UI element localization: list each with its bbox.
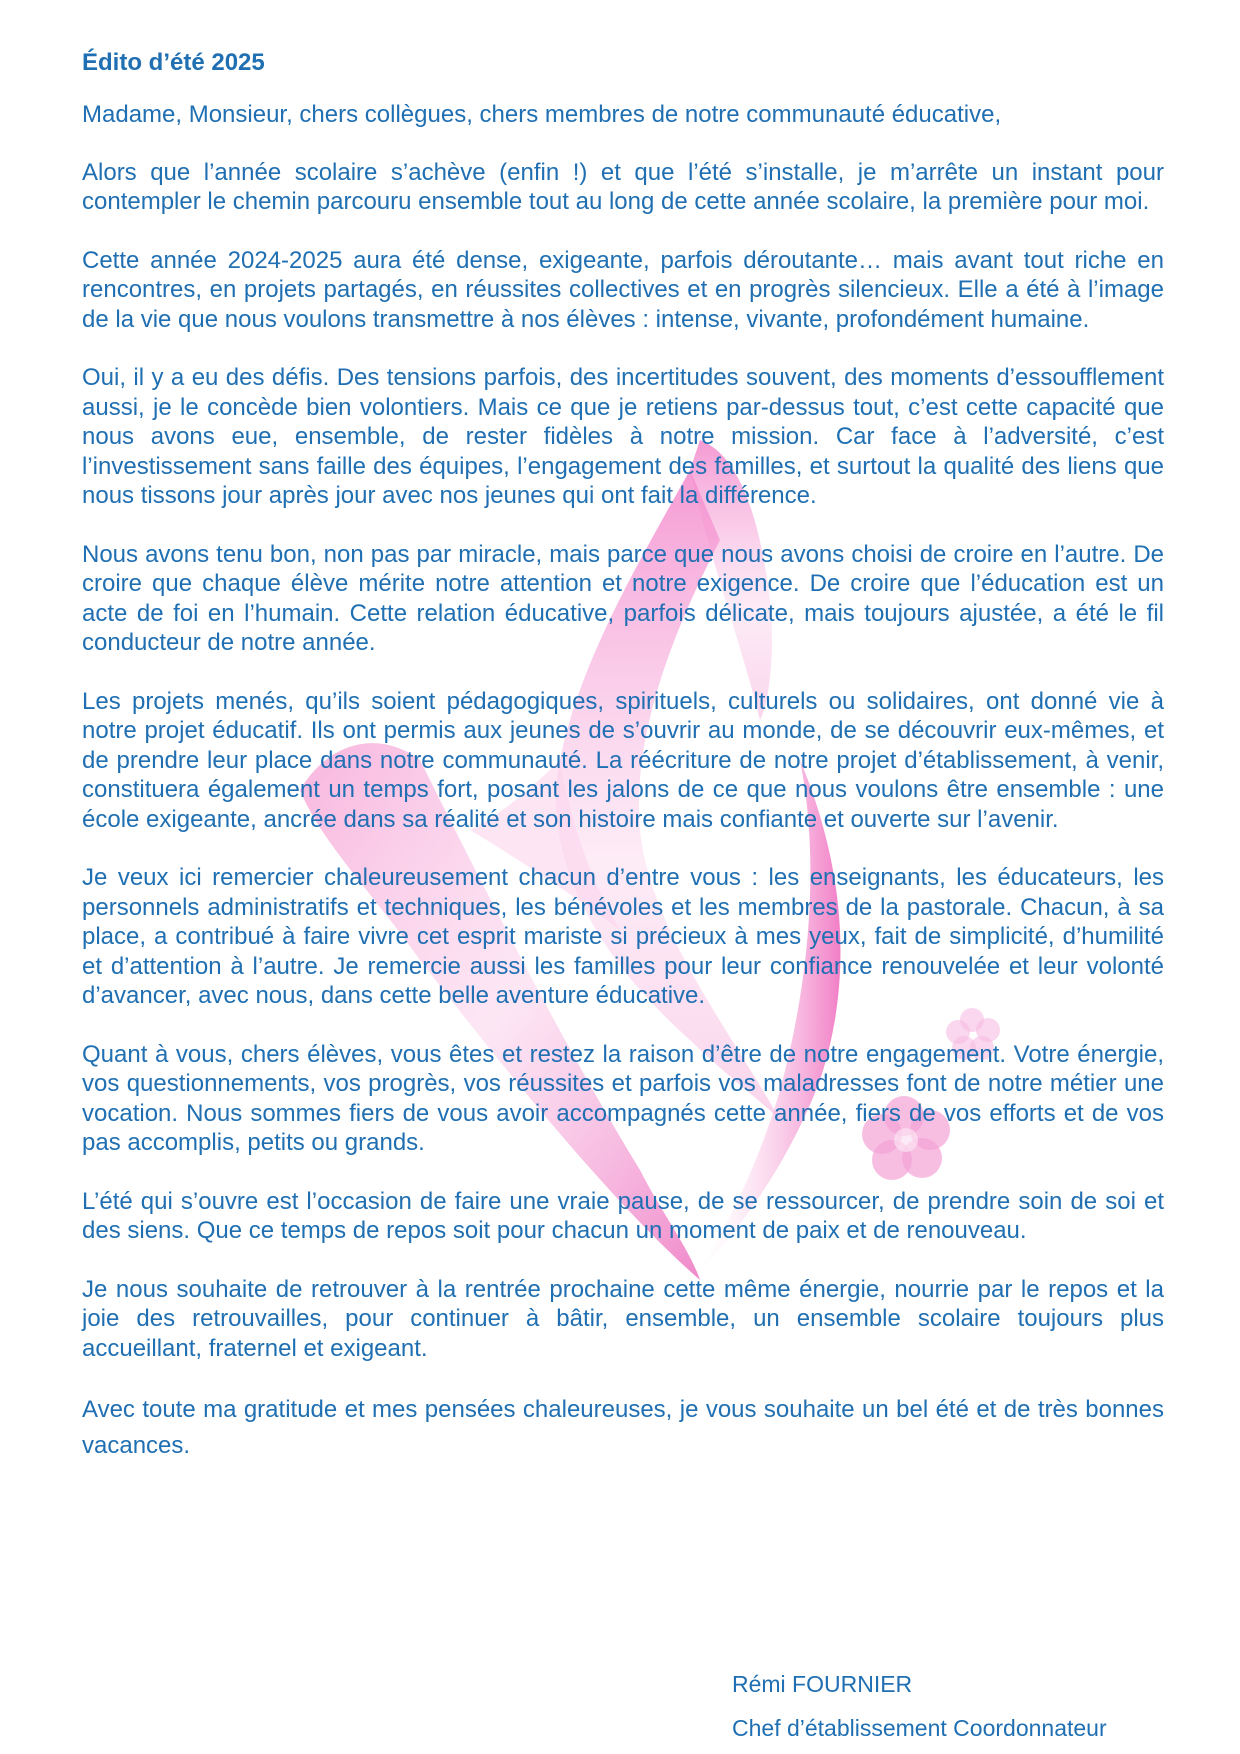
paragraph-5: Les projets menés, qu’ils soient pédagogiques, spirituels, culturels ou solidaires, ont donné vie à notre projet éducatif. Ils ont permis aux jeunes de s’ouvrir au monde, de se découvrir eux-mêmes, et de prendre leur place dans notre communauté. La réécriture de notre projet d’établissement, à venir, constituera également un temps fort, posant les jalons de ce que nous voulons être ensemble : une école exigeante, ancrée dans sa réalité et son histoire mais confiante et ouverte sur l’avenir. [82, 687, 1164, 833]
signature-block [732, 1662, 1107, 1750]
paragraph-1: Alors que l’année scolaire s’achève (enfin !) et que l’été s’installe, je m’arrête un instant pour contempler le chemin parcouru ensemble tout au long de cette année scolaire, la première pour moi. [82, 158, 1164, 215]
paragraph-6: Je veux ici remercier chaleureusement chacun d’entre vous : les enseignants, les éducateurs, les personnels administratifs et techniques, les bénévoles et les membres de la pastorale. Chacun, à sa place, a contribué à faire vivre cet esprit mariste si précieux à mes yeux, fait de simplicité, d’humilité et d’attention à l’autre. Je remercie aussi les familles pour leur confiance renouvelée et leur volonté d’avancer, avec nous, dans cette belle aventure éducative. [82, 864, 1164, 1009]
paragraph-salutation: Madame, Monsieur, chers collègues, chers membres de notre communauté éducative, [82, 101, 1002, 128]
paragraph-4: Nous avons tenu bon, non pas par miracle, mais parce que nous avons choisi de croire en l’autre. De croire que chaque élève mérite notre attention et notre exigence. De croire que l’éducation est un acte de foi en l’humain. Cette relation éducative, parfois délicate, mais toujours ajustée, a été le fil conducteur de notre année. [82, 540, 1164, 656]
paragraph-7: Quant à vous, chers élèves, vous êtes et restez la raison d’être de notre engagement. Votre énergie, vos questionnements, vos progrès, vos réussites et parfois vos maladresses font de notre métier une vocation. Nous sommes fiers de vous avoir accompagnés cette année, fiers de vos efforts et de vos pas accomplis, petits ou grands. [82, 1040, 1164, 1156]
signature-role: Chef d’établissement Coordonnateur [732, 1715, 1107, 1741]
paragraph-3: Oui, il y a eu des défis. Des tensions parfois, des incertitudes souvent, des moments d’essoufflement aussi, je le concède bien volontiers. Mais ce que je retiens par-dessus tout, c’est cette capacité que nous avons eue, ensemble, de rester fidèles à notre mission. Car face à l’adversité, c’est l’investissement sans faille des équipes, l’engagement des familles, et surtout la qualité des liens que nous tissons jour après jour avec nos jeunes qui ont fait la différence. [82, 364, 1164, 509]
paragraph-2: Cette année 2024-2025 aura été dense, exigeante, parfois déroutante… mais avant tout riche en rencontres, en projets partagés, en réussites collectives et en progrès silencieux. Elle a été à l’image de la vie que nous voulons transmettre à nos élèves : intense, vivante, profondément humaine. [82, 246, 1164, 333]
signature-name: Rémi FOURNIER [732, 1671, 913, 1697]
document-body [82, 48, 1164, 1482]
paragraph-9: Je nous souhaite de retrouver à la rentrée prochaine cette même énergie, nourrie par le repos et la joie des retrouvailles, pour continuer à bâtir, ensemble, un ensemble scolaire toujours plus accueillant, fraternel et exigeant. [82, 1275, 1164, 1362]
paragraph-8: L’été qui s’ouvre est l’occasion de faire une vraie pause, de se ressourcer, de prendre soin de soi et des siens. Que ce temps de repos soit pour chacun un moment de paix et de renouveau. [82, 1187, 1164, 1244]
paragraph-closing: Avec toute ma gratitude et mes pensées chaleureuses, je vous souhaite un bel été et de très bonnes vacances. [82, 1396, 1164, 1459]
page-title: Édito d’été 2025 [82, 49, 265, 76]
